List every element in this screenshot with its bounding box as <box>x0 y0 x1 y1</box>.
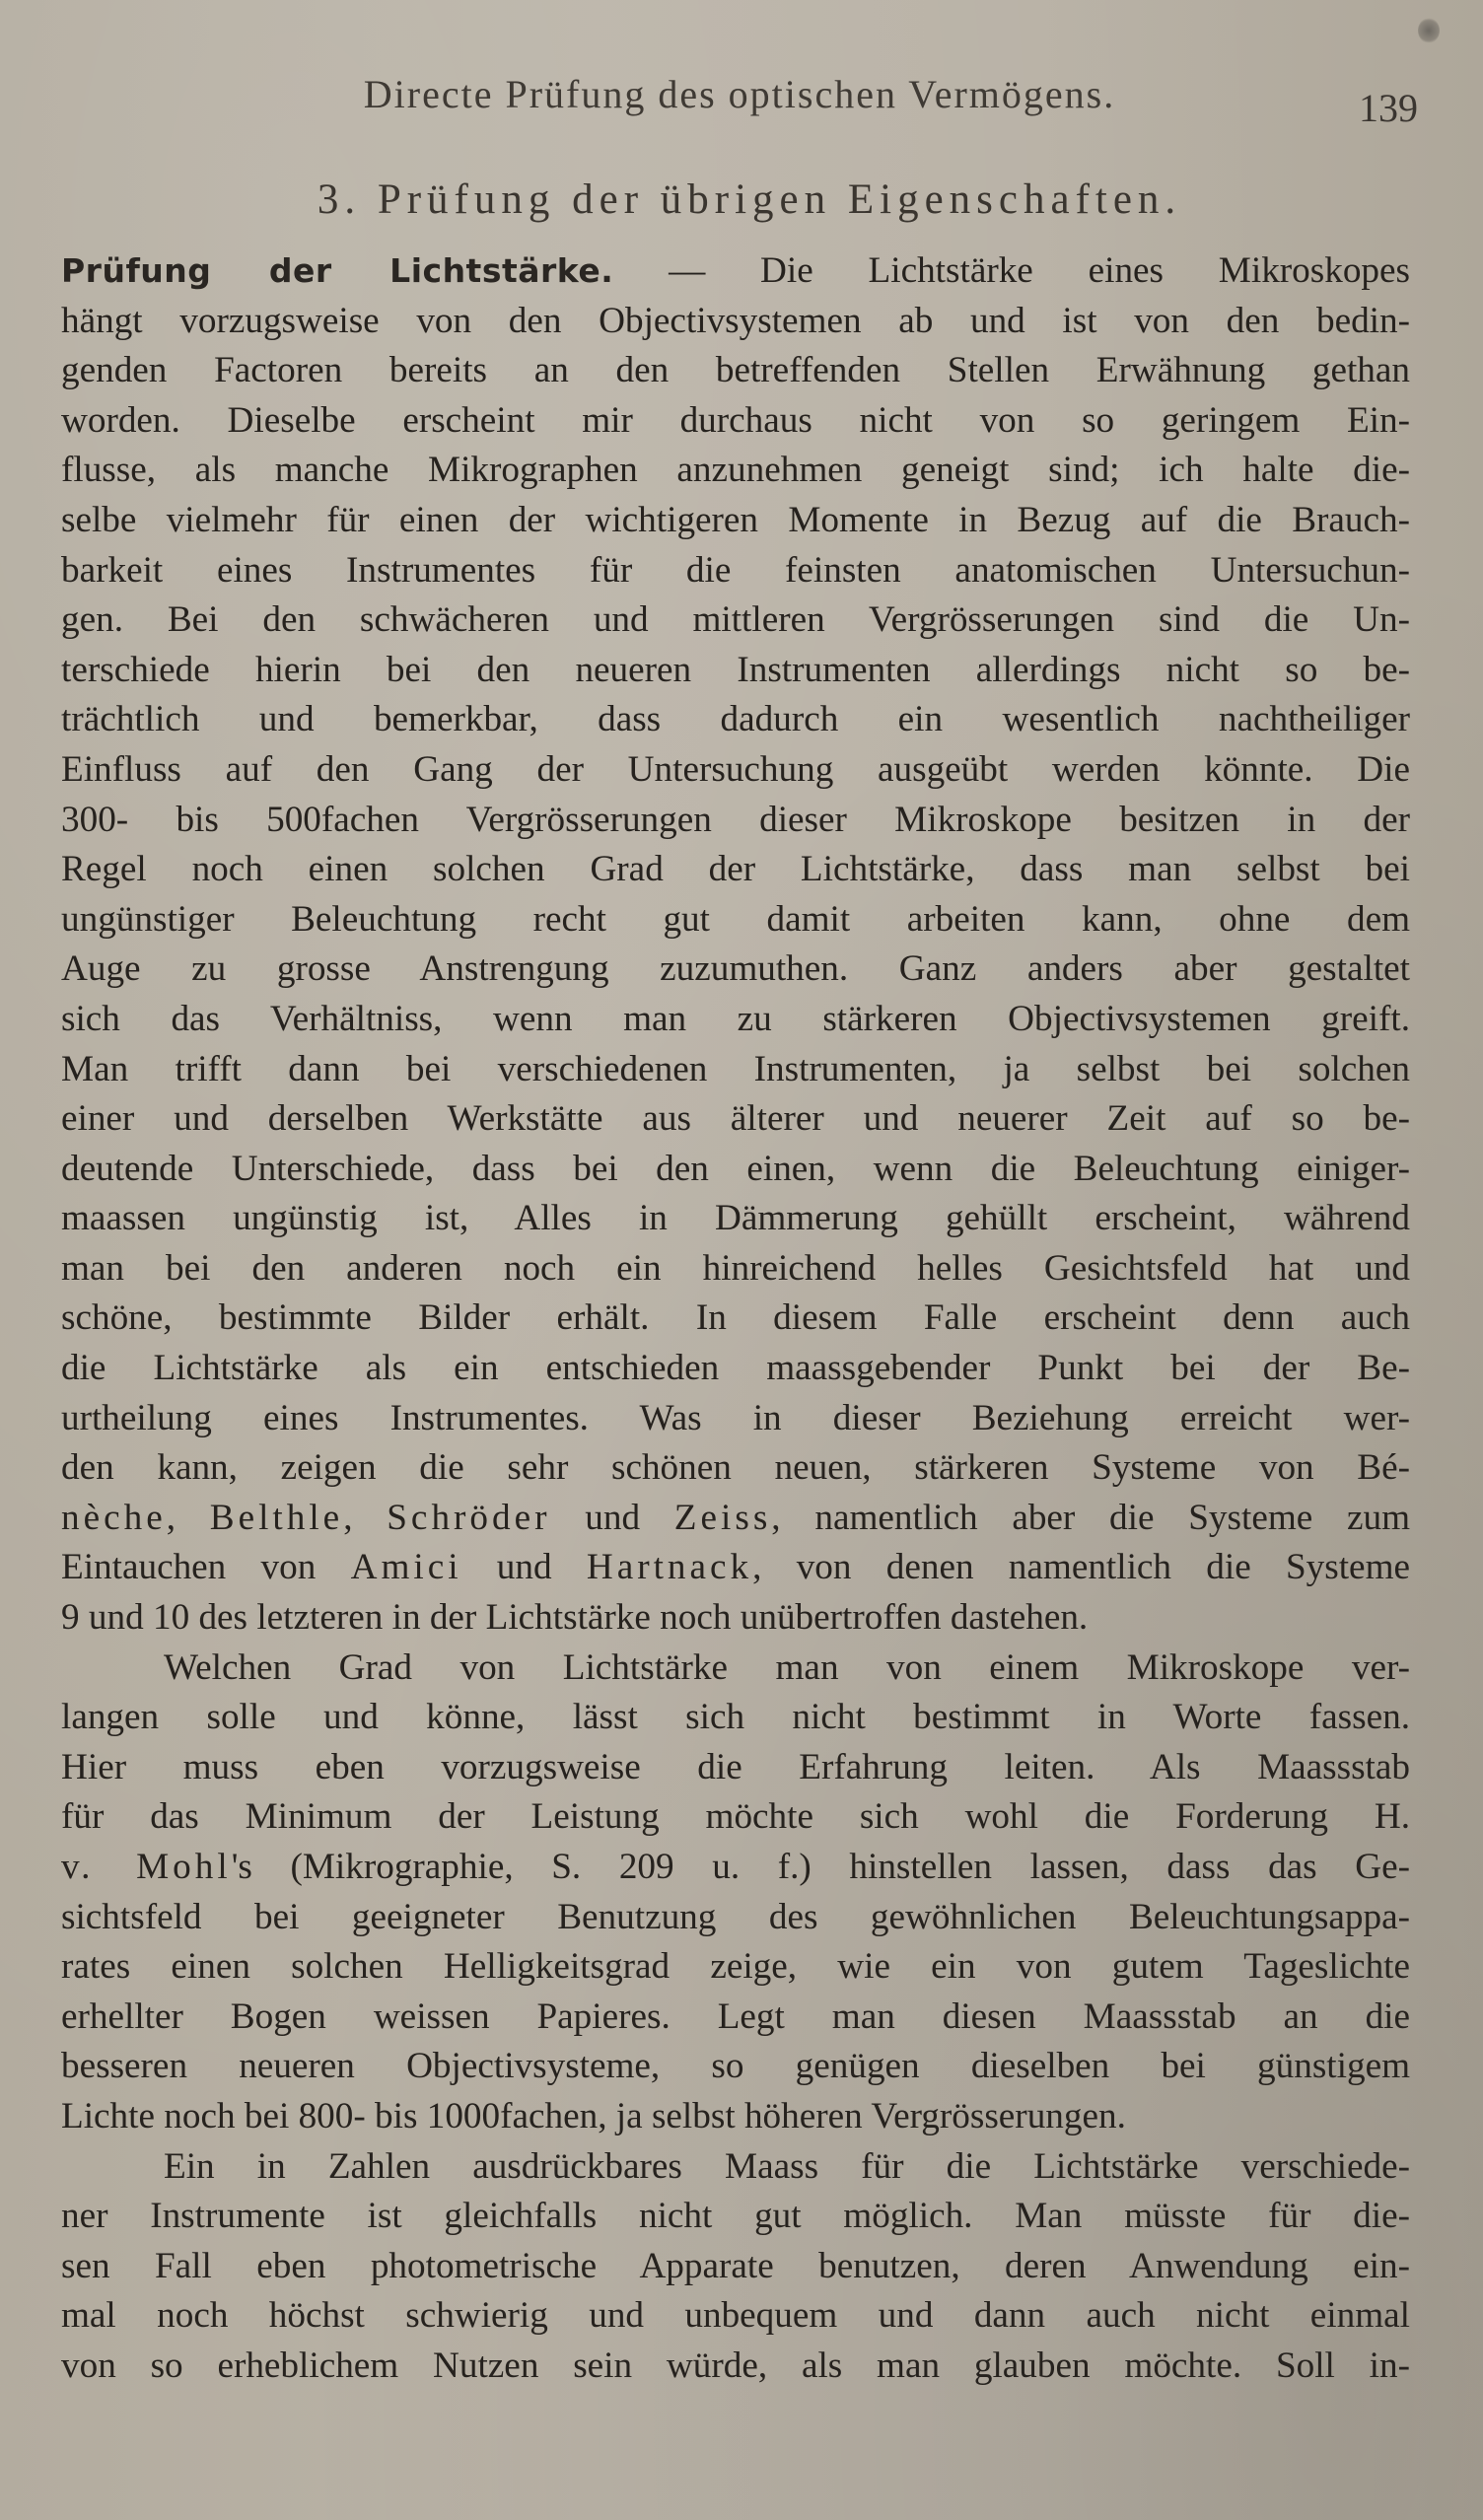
text-line: Einfluss auf den Gang der Untersuchung ausgeübt werden könnte. Die <box>61 748 1410 790</box>
text-line: einer und derselben Werkstätte aus älterer und neuerer Zeit auf so be- <box>61 1098 1410 1140</box>
text-line: von so erheblichem Nutzen sein würde, als man glauben möchte. Soll in- <box>61 2345 1410 2386</box>
text-line: rates einen solchen Helligkeitsgrad zeige, wie ein von gutem Tageslichte <box>61 1946 1410 1988</box>
text-line: den kann, zeigen die sehr schönen neuen, stärkeren Systeme von Bé- <box>61 1447 1410 1489</box>
body-text <box>61 246 1410 2392</box>
maker-name: Amici <box>350 1547 462 1588</box>
text-line: worden. Dieselbe erscheint mir durchaus nicht von so geringem Ein- <box>61 399 1410 441</box>
section-heading: 3. Prüfung der übrigen Eigenschaften. <box>317 176 1182 223</box>
maker-name: nèche <box>61 1497 167 1538</box>
text-line: 9 und 10 des letzteren in der Lichtstärke noch unübertroffen dastehen. <box>61 1597 1089 1639</box>
text-line: sen Fall eben photometrische Apparate benutzen, deren Anwendung ein- <box>61 2245 1410 2286</box>
text-fragment: und <box>550 1497 674 1538</box>
text-line: Auge zu grosse Anstrengung zuzumuthen. Ganz anders aber gestaltet <box>61 948 1410 990</box>
text-line: hängt vorzugsweise von den Objectivsystemen ab und ist von den bedin- <box>61 300 1410 341</box>
text-line: Man trifft dann bei verschiedenen Instrumenten, ja selbst bei solchen <box>61 1048 1410 1089</box>
text-fragment: , von denen namentlich die Systeme <box>752 1547 1410 1588</box>
run-in-heading: Prüfung der Lichtstärke. <box>61 251 614 290</box>
text-line: langen solle und könne, lässt sich nicht bestimmt in Worte fassen. <box>61 1697 1410 1738</box>
text-line: selbe vielmehr für einen der wichtigeren Momente in Bezug auf die Brauch- <box>61 499 1410 540</box>
author-name: v. Mohl <box>61 1847 232 1887</box>
text-line: 300- bis 500fachen Vergrösserungen dieser Mikroskope besitzen in der <box>61 799 1410 840</box>
text-line: gen. Bei den schwächeren und mittleren Vergrösserungen sind die Un- <box>61 599 1410 641</box>
maker-name: Zeiss <box>673 1497 772 1538</box>
text-line: maassen ungünstig ist, Alles in Dämmerung gehüllt erscheint, während <box>61 1198 1410 1239</box>
text-line <box>61 1543 1410 1593</box>
text-line <box>61 1843 1410 1893</box>
paragraph-maass <box>61 2142 1410 2392</box>
maker-name: Belthle <box>209 1497 344 1538</box>
text-line <box>61 246 1410 297</box>
text-fragment: 's (Mikrographie, S. 209 u. f.) hinstellen lassen, dass das Ge- <box>231 1847 1410 1887</box>
text-line: für das Minimum der Leistung möchte sich wohl die Forderung H. <box>61 1796 1410 1838</box>
text-line: besseren neueren Objectivsysteme, so genügen dieselben bei günstigem <box>61 2046 1410 2087</box>
paragraph-grad <box>61 1644 1410 2142</box>
text-line: ner Instrumente ist gleichfalls nicht gut möglich. Man müsste für die- <box>61 2196 1410 2237</box>
text-fragment: Eintauchen von <box>61 1547 351 1588</box>
text-line: deutende Unterschiede, dass bei den einen, wenn die Beleuchtung einiger- <box>61 1148 1410 1189</box>
page-number: 139 <box>1359 86 1418 130</box>
maker-name: Schröder <box>387 1497 551 1538</box>
text-fragment: — Die Lichtstärke eines Mikroskopes <box>613 250 1411 291</box>
running-head: Directe Prüfung des optischen Vermögens. <box>363 72 1116 116</box>
text-line: Hier muss eben vorzugsweise die Erfahrung leiten. Als Maassstab <box>61 1746 1410 1787</box>
text-line: ungünstiger Beleuchtung recht gut damit arbeiten kann, ohne dem <box>61 898 1410 940</box>
text-line: die Lichtstärke als ein entschieden maassgebender Punkt bei der Be- <box>61 1348 1410 1389</box>
text-fragment: , <box>166 1497 210 1538</box>
text-line: terschiede hierin bei den neueren Instrumenten allerdings nicht so be- <box>61 649 1410 690</box>
text-fragment: und <box>461 1547 587 1588</box>
paragraph-lichtstaerke <box>61 246 1410 1644</box>
text-line: Lichte noch bei 800- bis 1000fachen, ja selbst höheren Vergrösserungen. <box>61 2095 1126 2136</box>
text-line: sich das Verhältniss, wenn man zu stärkeren Objectivsystemen greift. <box>61 998 1410 1039</box>
text-line: Welchen Grad von Lichtstärke man von einem Mikroskope ver- <box>164 1646 1410 1688</box>
text-line: Regel noch einen solchen Grad der Lichtstärke, dass man selbst bei <box>61 849 1410 890</box>
text-line: genden Factoren bereits an den betreffenden Stellen Erwähnung gethan <box>61 350 1410 391</box>
text-line <box>61 1494 1410 1544</box>
text-line: urtheilung eines Instrumentes. Was in dieser Beziehung erreicht wer- <box>61 1397 1410 1438</box>
text-line: mal noch höchst schwierig und unbequem und dann auch nicht einmal <box>61 2295 1410 2337</box>
text-line: sichtsfeld bei geeigneter Benutzung des gewöhnlichen Beleuchtungsappa- <box>61 1896 1410 1937</box>
text-fragment: , <box>343 1497 388 1538</box>
text-line: schöne, bestimmte Bilder erhält. In diesem Falle erscheint denn auch <box>61 1297 1410 1339</box>
text-fragment: , namentlich aber die Systeme zum <box>771 1497 1411 1538</box>
ink-spot <box>1418 18 1440 43</box>
text-line: flusse, als manche Mikrographen anzunehmen geneigt sind; ich halte die- <box>61 450 1410 491</box>
text-line: trächtlich und bemerkbar, dass dadurch ein wesentlich nachtheiliger <box>61 699 1410 740</box>
maker-name: Hartnack <box>586 1547 753 1588</box>
text-line: erhellter Bogen weissen Papieres. Legt man diesen Maassstab an die <box>61 1995 1410 2037</box>
text-line: barkeit eines Instrumentes für die feinsten anatomischen Untersuchun- <box>61 549 1410 591</box>
text-line: Ein in Zahlen ausdrückbares Maass für die Lichtstärke verschiede- <box>164 2145 1410 2187</box>
text-line: man bei den anderen noch ein hinreichend helles Gesichtsfeld hat und <box>61 1247 1410 1289</box>
